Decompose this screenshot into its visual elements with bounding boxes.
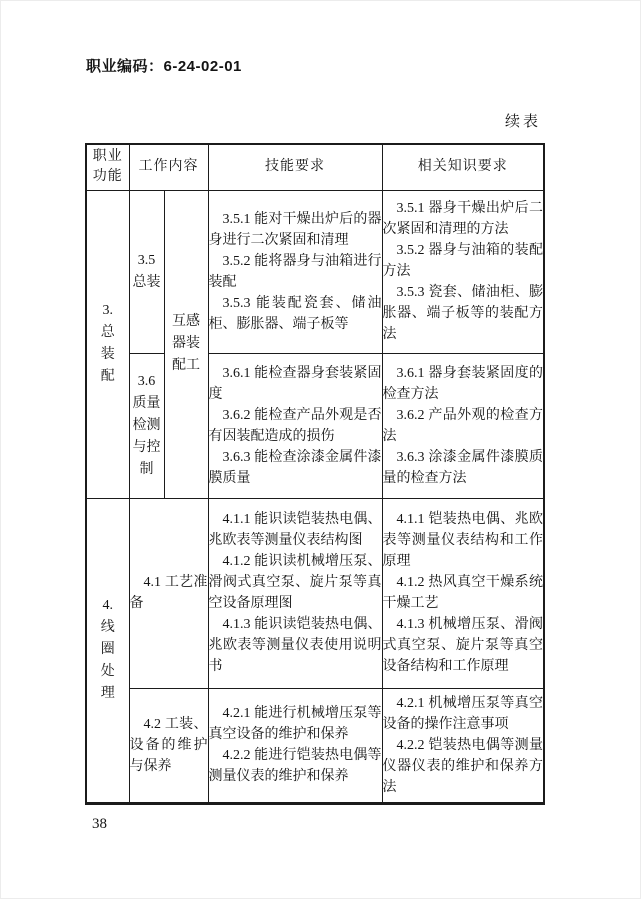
- task-label-4-2: 4.2 工装、设备的维护与保养: [129, 716, 208, 774]
- page-number: 38: [92, 816, 107, 832]
- continued-table-label: 续表: [504, 114, 541, 130]
- knowledge-cell-3-6: [382, 353, 544, 498]
- skill-item: 3.5.1 能对干燥出炉后的器身进行二次紧固和清理: [208, 211, 382, 248]
- function-label-4: 4. 线圈处理: [100, 598, 115, 701]
- skill-item: 4.2.2 能进行铠装热电偶等测量仪表的维护和保养: [208, 748, 382, 784]
- task-label-3-6: 3.6 质量检测与控制: [132, 373, 161, 477]
- skill-item: 3.6.1 能检查器身套装紧固度: [208, 365, 382, 402]
- skill-item: 4.1.2 能识读机械增压泵、滑阀式真空泵、旋片泵等真空设备原理图: [208, 554, 382, 611]
- knowledge-item: 3.5.2 器身与油箱的装配方法: [382, 243, 543, 279]
- knowledge-cell-3-5: [382, 190, 544, 353]
- knowledge-cell-4-2: [382, 688, 544, 803]
- header-skill: 技能要求: [208, 144, 382, 190]
- header-task: 工作内容: [129, 144, 208, 190]
- table-row-3-6: [86, 353, 544, 498]
- task-cell-4-2: [129, 688, 208, 803]
- task-cell-3-5: [129, 190, 164, 353]
- skill-item: 4.2.1 能进行机械增压泵等真空设备的维护和保养: [208, 706, 382, 742]
- table-header-row: [86, 144, 544, 190]
- knowledge-item: 4.2.1 机械增压泵等真空设备的操作注意事项: [382, 695, 543, 732]
- skills-cell-4-1: [208, 498, 382, 688]
- task-cell-4-1: [129, 498, 208, 688]
- requirements-table: [85, 143, 545, 805]
- skill-item: 3.5.2 能将器身与油箱进行装配: [208, 253, 382, 290]
- table-row-3-5: [86, 190, 544, 353]
- table-row-4-2: [86, 688, 544, 803]
- knowledge-item: 4.2.2 铠装热电偶等测量仪器仪表的维护和保养方法: [382, 737, 543, 795]
- knowledge-item: 4.1.1 铠装热电偶、兆欧表等测量仪表结构和工作原理: [382, 512, 543, 569]
- skill-item: 3.5.3 能装配瓷套、储油柜、膨胀器、端子板等: [208, 295, 382, 332]
- worker-type-cell: [164, 190, 208, 498]
- function-cell-3: [86, 190, 129, 498]
- function-cell-4: [86, 498, 129, 803]
- knowledge-item: 3.6.2 产品外观的检查方法: [382, 407, 543, 444]
- table-row-4-1: [86, 498, 544, 688]
- skills-cell-4-2: [208, 688, 382, 803]
- task-label-3-5: 3.5 总装: [132, 252, 161, 290]
- skill-item: 3.6.2 能检查产品外观是否有因装配造成的损伤: [208, 407, 382, 444]
- knowledge-item: 4.1.3 机械增压泵、滑阀式真空泵、旋片泵等真空设备结构和工作原理: [382, 617, 543, 674]
- knowledge-cell-4-1: [382, 498, 544, 688]
- skill-item: 3.6.3 能检查涂漆金属件漆膜质量: [208, 449, 382, 486]
- skills-cell-3-6: [208, 353, 382, 498]
- worker-type-label: 互感器装配工: [172, 314, 200, 373]
- knowledge-item: 4.1.2 热风真空干燥系统干燥工艺: [382, 575, 543, 611]
- skill-item: 4.1.1 能识读铠装热电偶、兆欧表等测量仪表结构图: [208, 512, 382, 548]
- skill-item: 4.1.3 能识读铠装热电偶、兆欧表等测量仪表使用说明书: [208, 617, 382, 674]
- skills-cell-3-5: [208, 190, 382, 353]
- header-function: 职业功能: [86, 144, 129, 190]
- task-cell-3-6: [129, 353, 164, 498]
- task-label-4-1: 4.1 工艺准备: [129, 575, 208, 611]
- function-label-3: 3. 总装配: [100, 303, 115, 384]
- header-knowledge: 相关知识要求: [382, 144, 544, 190]
- knowledge-item: 3.6.3 涂漆金属件漆膜质量的检查方法: [382, 449, 543, 486]
- occupation-code: 职业编码：6-24-02-01: [86, 58, 242, 75]
- knowledge-item: 3.5.1 器身干燥出炉后二次紧固和清理的方法: [382, 201, 543, 237]
- knowledge-item: 3.5.3 瓷套、储油柜、膨胀器、端子板等的装配方法: [382, 285, 543, 342]
- knowledge-item: 3.6.1 器身套装紧固度的检查方法: [382, 365, 543, 402]
